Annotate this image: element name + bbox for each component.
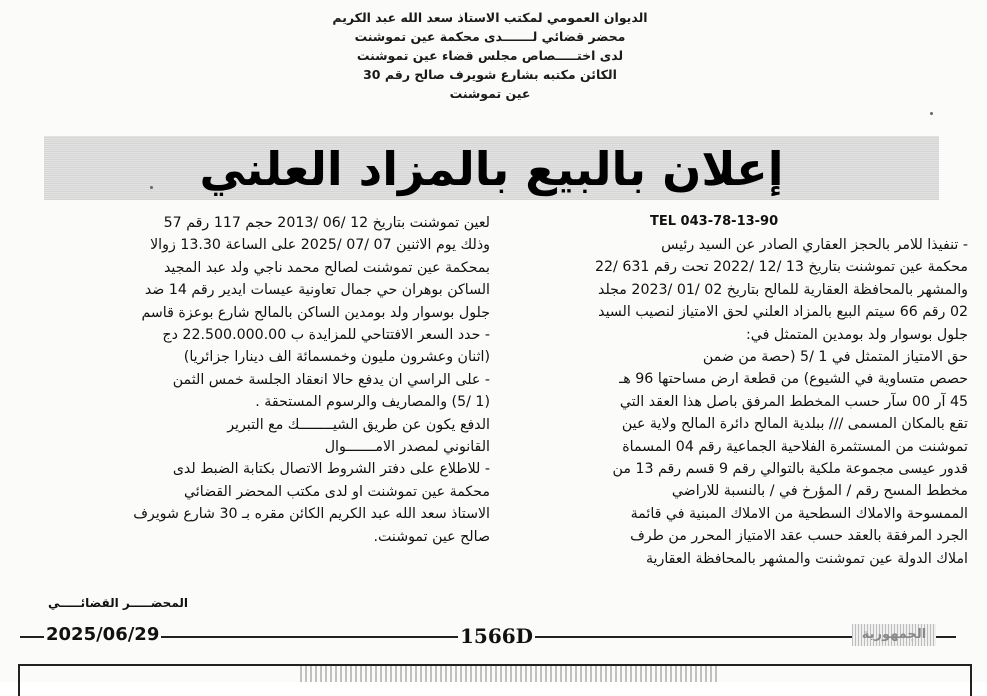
right-line-13: الممسوحة والاملاك السطحية من الاملاك المبنية في قائمة [630, 505, 968, 522]
newspaper-logo: الجمهورية [852, 624, 936, 646]
left-text-column [28, 212, 490, 548]
header-line-4: الكائن مكتبه بشارع شويرف صالح رقم 30 [363, 67, 617, 82]
left-line-3: بمحكمة عين تموشنت لصالح محمد ناجي ولد عبد المجيد [163, 259, 490, 276]
right-line-4: 02 رقم 66 سيتم البيع بالمزاد العلني لحق الامتياز لنصيب السيد [598, 304, 968, 321]
header-line-2: محضر قضائي لـــــــدى محكمة عين تموشنت [354, 29, 626, 44]
publication-date: 2025/06/29 [46, 624, 160, 645]
header-line-3: لدى اختـــــصاص مجلس قضاء عين تموشنت [356, 48, 624, 63]
left-line-11: القانوني لمصدر الامـــــــوال [324, 439, 490, 456]
left-line-10: الدفع يكون عن طريق الشيــــــــك مع التبرير [227, 416, 490, 433]
left-line-12: - للاطلاع على دفتر الشروط الاتصال بكتابة الضبط لدى [172, 461, 490, 478]
left-line-15: صالح عين تموشنت. [373, 528, 490, 545]
left-line-7: (اثنان وعشرون مليون وخمسمائة الف دينارا جزائريا) [183, 349, 490, 366]
bailiff-office-header [330, 8, 650, 103]
right-line-7: حصص متساوية في الشيوع) من قطعة ارض مساحتها 96 هـ [619, 371, 968, 388]
announcement-title: إعلان بالبيع بالمزاد العلني [199, 142, 784, 196]
header-line-1: الديوان العمومي لمكتب الاستاذ سعد الله عبد الكريم [332, 10, 648, 25]
right-line-6: حق الامتياز المتمثل في 1 /5 (حصة من ضمن [702, 349, 968, 366]
left-line-6: - حدد السعر الافتتاحي للمزايدة ب 22.500.000.00 دج [162, 327, 490, 344]
right-line-10: تموشنت من المستثمرة الفلاحية الجماعية رقم 04 المسماة [622, 438, 968, 455]
right-line-9: تقع بالمكان المسمى /// ببلدية المالح دائرة المالح ولاية عين [621, 416, 968, 433]
left-line-5: جلول بوسوار ولد بومدين الساكن بالمالح شارع بوعزة قاسم [141, 304, 490, 321]
left-line-8: - على الراسي ان يدفع حالا انعقاد الجلسة خمس الثمن [172, 371, 490, 388]
ad-reference-code: 1566D [460, 624, 534, 648]
left-line-13: محكمة عين تموشنت او لدى مكتب المحضر القضائي [183, 483, 490, 500]
right-line-8: 45 آر 00 سآر حسب المخطط المرفق باصل هذا العقد التي [619, 393, 968, 410]
left-line-2: وذلك يوم الاثنين 07 /07 /2025 على الساعة 13.30 زوالا [150, 237, 490, 254]
left-line-4: الساكن بوهران حي جمال تعاونية عيسات ايدير رقم 14 ضد [144, 282, 490, 299]
bailiff-signature: المحضـــــر القضائـــــي [47, 596, 188, 610]
print-speck [150, 186, 153, 189]
right-line-1: - تنفيذا للامر بالحجز العقاري الصادر عن السيد رئيس [661, 237, 968, 253]
right-line-15: املاك الدولة عين تموشنت والمشهر بالمحافظة العقارية [645, 550, 968, 567]
header-line-5: عين تموشنت [449, 86, 531, 101]
print-speck [930, 112, 933, 115]
right-text-column [500, 234, 968, 570]
right-line-11: قدور عيسى مجموعة ملكية بالتوالي رقم 9 قسم رقم 13 من [612, 461, 968, 478]
right-line-3: والمشهر بالمحافظة العقارية للمالح بتاريخ 02 /01 /2023 مجلد [598, 281, 968, 298]
telephone-number: TEL 043-78-13-90 [650, 214, 779, 229]
left-line-14: الاستاذ سعد الله عبد الكريم الكائن مقره بـ 30 شارع شويرف [133, 506, 490, 523]
right-line-14: الجرد المرفقة بالعقد حسب عقد الامتياز المحرر من طرف [630, 528, 968, 545]
left-line-9: (1 /5) والمصاريف والرسوم المستحقة . [255, 394, 490, 411]
cut-off-next-ad-text [300, 666, 720, 682]
right-line-12: مخطط المسح رقم / المؤرخ في / بالنسبة للاراضي [671, 483, 968, 500]
left-line-1: لعين تموشنت بتاريخ 12 /06 /2013 حجم 117 رقم 57 [163, 215, 490, 231]
right-line-2: محكمة عين تموشنت بتاريخ 13 /12 /2022 تحت رقم 631 /22 [594, 259, 968, 276]
right-line-5: جلول بوسوار ولد بومدين المتمثل في: [746, 326, 968, 343]
